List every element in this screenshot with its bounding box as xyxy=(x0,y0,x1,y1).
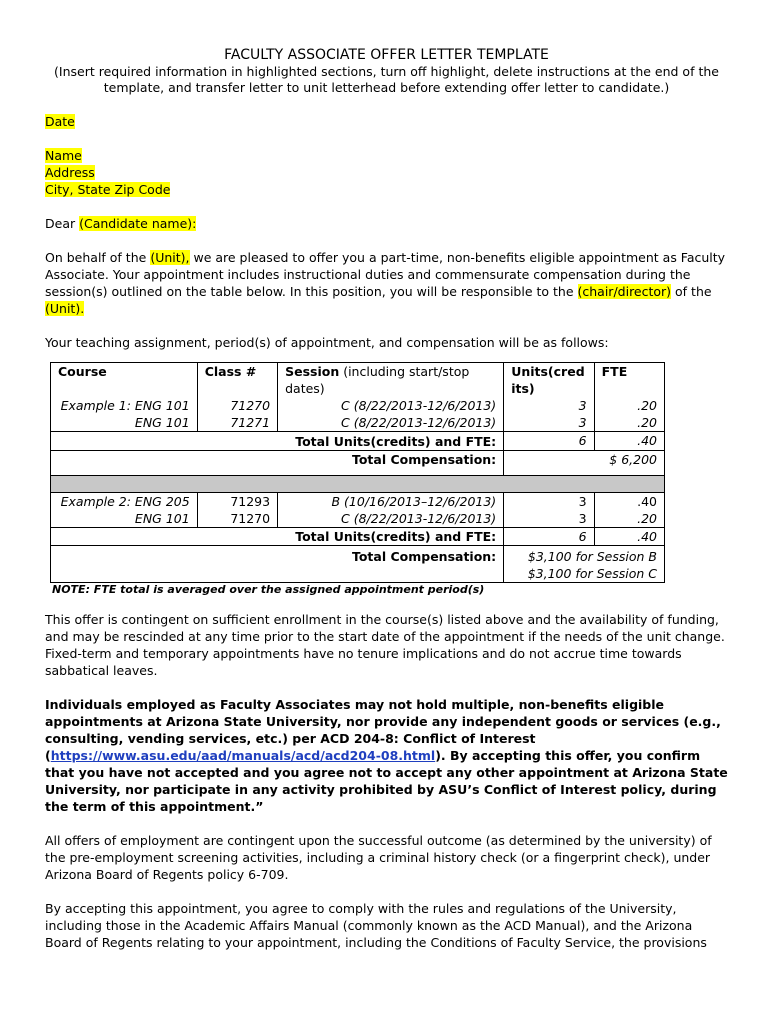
document-title: FACULTY ASSOCIATE OFFER LETTER TEMPLATE xyxy=(224,47,549,63)
conflict-of-interest-paragraph: Individuals employed as Faculty Associates may not hold multiple, non-benefits eligible appointments at Arizona State University, nor provide any independent goods or services (e.g., consulting, vending services, etc.) per ACD 204-8: Conflict of Interest (https://www.asu.edu/aad/manuals/acd/acd204-08.html). By accepting this offer, you confirm that you have not accepted and you agree not to accept any other appointment at Arizona State University, nor participate in any activity prohibited by ASU’s Conflict of Interest policy, during the term of this appointment.” xyxy=(45,697,728,814)
assignment-table xyxy=(50,362,665,583)
table-header-row: Course Class # Session (including start/stop dates) Units(credits) FTE xyxy=(51,363,665,398)
table-row: ENG 101 71271 C (8/22/2013-12/6/2013) 3 .20 xyxy=(51,414,665,432)
date-field: Date xyxy=(45,114,75,129)
assignment-intro: Your teaching assignment, period(s) of appointment, and compensation will be as follows: xyxy=(45,335,609,350)
address-field: Address xyxy=(45,165,95,180)
salutation: Dear (Candidate name): xyxy=(45,216,197,231)
table-row: Example 1: ENG 101 71270 C (8/22/2013-12/6/2013) 3 .20 xyxy=(51,397,665,414)
compensation-row: Total Compensation: $ 6,200 xyxy=(51,451,665,476)
document-instructions: (Insert required information in highlighted sections, turn off highlight, delete instructions at the end of the template, and transfer letter to unit letterhead before extending offer letter to candidate.) xyxy=(54,64,719,95)
fte-note: NOTE: FTE total is averaged over the assigned appointment period(s) xyxy=(52,583,485,596)
name-field: Name xyxy=(45,148,82,163)
table-row: Example 2: ENG 205 71293 B (10/16/2013–12/6/2013) 3 .40 xyxy=(51,493,665,511)
totals-row: Total Units(credits) and FTE: 6 .40 xyxy=(51,432,665,451)
letter-page xyxy=(45,46,728,951)
screening-paragraph: All offers of employment are contingent upon the successful outcome (as determined by the university) of the pre-employment screening activities, including a criminal history check (or a fingerprint check), under Arizona Board of Regents policy 6-709. xyxy=(45,833,712,882)
totals-row: Total Units(credits) and FTE: 6 .40 xyxy=(51,528,665,546)
rules-paragraph: By accepting this appointment, you agree to comply with the rules and regulations of the University, including those in the Academic Affairs Manual (commonly known as the ACD Manual), and the Arizona Board of Regents relating to your appointment, including the Conditions of Faculty Service, the provisions xyxy=(45,901,707,950)
table-row: ENG 101 71270 C (8/22/2013-12/6/2013) 3 .20 xyxy=(51,510,665,528)
acd-policy-link[interactable]: https://www.asu.edu/aad/manuals/acd/acd204-08.html xyxy=(50,748,436,763)
contingent-paragraph: This offer is contingent on sufficient enrollment in the course(s) listed above and the availability of funding, and may be rescinded at any time prior to the start date of the appointment if the needs of the unit change. Fixed-term and temporary appointments have no tenure implications and do not accrue time towards sabbatical leaves. xyxy=(45,612,725,678)
intro-paragraph: On behalf of the (Unit), we are pleased to offer you a part-time, non-benefits eligible appointment as Faculty Associate. Your appointment includes instructional duties and commensurate compensation during the session(s) outlined on the table below. In this position, you will be responsible to the (chair/director) of the (Unit). xyxy=(45,250,726,316)
compensation-row: Total Compensation: $3,100 for Session B $3,100 for Session C xyxy=(51,546,665,583)
city-field: City, State Zip Code xyxy=(45,182,171,197)
separator-row xyxy=(51,476,665,493)
candidate-name-field: (Candidate name): xyxy=(79,216,197,231)
